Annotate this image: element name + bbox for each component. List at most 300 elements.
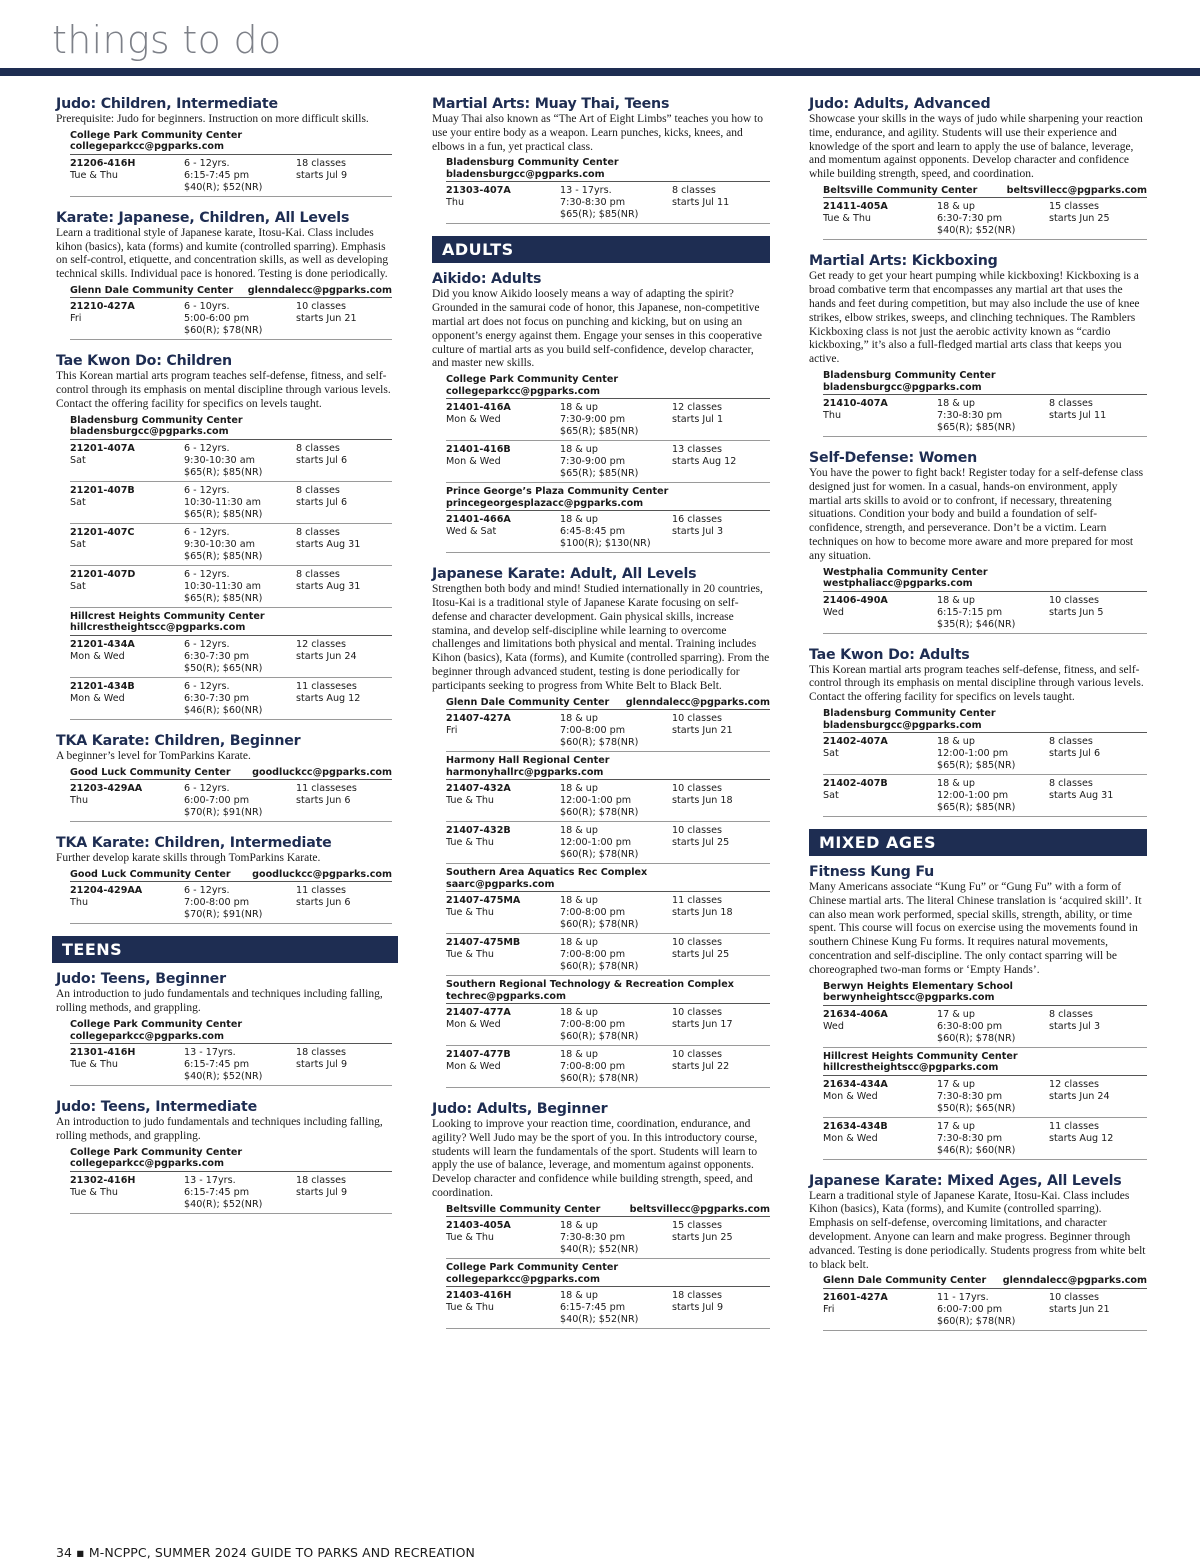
session-fee: $46(R); $60(NR) (937, 1144, 1016, 1156)
session-row (70, 782, 392, 822)
session-schedule-cell (296, 485, 392, 521)
session-id-cell (823, 201, 937, 237)
location-line (70, 767, 392, 779)
location-email[interactable]: collegeparkcc@pgparks.com (446, 385, 600, 397)
session-days: Sat (823, 790, 839, 802)
column-3 (809, 95, 1147, 1343)
course-title: Judo: Adults, Advanced (809, 96, 991, 112)
session-schedule-cell (1049, 1079, 1147, 1115)
location-email[interactable]: collegeparkcc@pgparks.com (446, 1273, 600, 1285)
session-classes: 16 classes (672, 514, 722, 526)
session-fee: $65(R); $85(NR) (560, 468, 639, 480)
session-time: 7:30-8:30 pm (560, 1232, 626, 1244)
session-classes: 10 classes (672, 937, 722, 949)
location-header (823, 185, 1147, 199)
location-header (446, 1204, 770, 1218)
session-fee: $40(R); $52(NR) (560, 1244, 639, 1256)
course-listing (809, 863, 1147, 1160)
session-classes: 8 classes (1049, 736, 1093, 748)
session-start: starts Jul 1 (672, 414, 724, 426)
session-details-cell (560, 1220, 672, 1256)
session-fee: $65(R); $85(NR) (937, 422, 1016, 434)
session-row (823, 777, 1147, 817)
location-header (70, 611, 392, 636)
course-title: Tae Kwon Do: Children (56, 353, 232, 370)
session-ages: 11 - 17yrs. (937, 1291, 989, 1303)
session-days: Wed (823, 606, 844, 618)
course-code: 21301-416H (70, 1047, 136, 1059)
course-title: Fitness Kung Fu (809, 864, 935, 881)
session-details-cell (560, 1290, 672, 1326)
session-details-cell (184, 485, 296, 521)
session-details-cell (937, 1079, 1049, 1115)
session-row (70, 1174, 392, 1214)
session-ages: 18 & up (560, 713, 598, 725)
session-days: Mon & Wed (446, 1019, 501, 1031)
session-days: Tue & Thu (70, 1186, 118, 1198)
course-code: 21201-407B (70, 484, 135, 496)
session-row (823, 1291, 1147, 1331)
location-name: College Park Community Center (446, 374, 619, 386)
course-title: Judo: Teens, Intermediate (56, 1099, 257, 1116)
session-time: 7:00-8:00 pm (560, 725, 626, 737)
session-start: starts Aug 31 (296, 580, 361, 592)
course-code: 21402-407A (823, 736, 888, 748)
course-code: 21204-429AA (70, 885, 143, 897)
session-time: 7:00-8:00 pm (560, 1061, 626, 1073)
course-code: 21407-477A (446, 1007, 511, 1019)
location-name: Good Luck Community Center (70, 766, 231, 778)
session-schedule-cell (672, 444, 770, 480)
course-listing (56, 352, 392, 719)
session-days: Sat (823, 748, 839, 760)
course-title: Judo: Children, Intermediate (56, 96, 278, 112)
session-time: 6:30-8:00 pm (937, 1020, 1003, 1032)
course-code: 21407-477B (446, 1049, 511, 1061)
location-email[interactable]: bladensburgcc@pgparks.com (823, 381, 982, 393)
course-title: Martial Arts: Kickboxing (809, 253, 998, 270)
location-name: Hillcrest Heights Community Center (70, 610, 265, 622)
session-start: starts Jul 3 (672, 526, 724, 538)
session-fee: $60(R); $78(NR) (560, 849, 639, 861)
course-listing (56, 209, 392, 341)
session-classes: 10 classes (1049, 594, 1099, 606)
location-header (446, 157, 770, 182)
session-fee: $65(R); $85(NR) (184, 508, 263, 520)
location-email[interactable]: goodluckcc@pgparks.com (252, 766, 392, 778)
session-ages: 18 & up (560, 937, 598, 949)
session-id-cell (446, 1049, 560, 1085)
session-fee: $65(R); $85(NR) (937, 760, 1016, 772)
session-time: 7:00-8:00 pm (560, 1019, 626, 1031)
course-description: Get ready to get your heart pumping while kickboxing! Kickboxing is a broad combative term that encompasses any martial art that uses the hands and feet during competition, but may also include the use of knee strikes, elbow strikes, sweeps, and clinching techniques. The Ramblers Kickboxing class is not just the aerobic activity known as “cardio kickboxing,” it’s also a full-fledged martial arts class that keeps you active. (809, 270, 1140, 366)
session-start: starts Aug 12 (296, 692, 361, 704)
course-description: Many Americans associate “Kung Fu” or “Gung Fu” with a form of Chinese martial arts. The literal Chinese translation is ‘acquired skill’. It can also mean work performed, special skills, strength, ability, or time spent. This course will focus on exercise using the movements found in southern Chinese Kung Fu forms. It requires natural movements, concentration and self-discipline. The only contact sparring will be choreographed two-man forms or ‘Empty Hands’. (809, 881, 1142, 976)
session-details-cell (184, 527, 296, 563)
session-row (446, 1219, 770, 1259)
session-schedule-cell (296, 527, 392, 563)
page-footer: 34 ▪ M-NCPPC, SUMMER 2024 GUIDE TO PARKS AND RECREATION (56, 1545, 475, 1560)
session-ages: 13 - 17yrs. (184, 1174, 236, 1186)
location-line (823, 185, 1147, 197)
session-classes: 11 classes (672, 895, 722, 907)
session-start: starts Jun 17 (672, 1019, 733, 1031)
session-details-cell (937, 778, 1049, 814)
location-email[interactable]: glenndalecc@pgparks.com (247, 284, 392, 296)
course-title: TKA Karate: Children, Intermediate (56, 835, 332, 852)
session-ages: 18 & up (937, 398, 975, 410)
location-email[interactable]: saarc@pgparks.com (446, 878, 555, 890)
session-fee: $40(R); $52(NR) (937, 225, 1016, 237)
course-title: Aikido: Adults (432, 271, 542, 288)
page-header (0, 0, 1200, 78)
session-id-cell (823, 595, 937, 631)
session-time: 10:30-11:30 am (184, 496, 262, 508)
course-title: Self-Defense: Women (809, 450, 978, 467)
session-time: 7:30-9:00 pm (560, 414, 626, 426)
course-description: You have the power to fight back! Register today for a self-defense class designed just for women. In a casual, hands-on environment, apply martial arts skills to avoid or to confront, if necessary, threatening situations. Condition your body and build a foundation of self-confidence, strength, and perseverance. Don’t be a victim. Learn techniques on how to become more aware and more prepared for most any situation. (809, 467, 1144, 562)
session-row (446, 1289, 770, 1329)
session-time: 6:30-7:30 pm (184, 650, 250, 662)
session-classes: 11 classeses (296, 680, 357, 692)
session-ages: 18 & up (560, 825, 598, 837)
session-row (446, 184, 770, 224)
session-id-cell (823, 736, 937, 772)
location-email[interactable]: collegeparkcc@pgparks.com (70, 141, 224, 153)
session-details-cell (560, 783, 672, 819)
course-code: 21634-434B (823, 1120, 888, 1132)
course-code: 21203-429AA (70, 783, 143, 795)
session-classes: 8 classes (296, 568, 340, 580)
session-schedule-cell (1049, 736, 1147, 772)
session-classes: 15 classes (1049, 201, 1099, 213)
session-ages: 18 & up (937, 594, 975, 606)
session-time: 9:30-10:30 am (184, 538, 255, 550)
session-start: starts Jul 9 (296, 1059, 348, 1071)
course-title: Martial Arts: Muay Thai, Teens (432, 96, 670, 112)
location-name: Good Luck Community Center (70, 868, 231, 880)
session-details-cell (184, 639, 296, 675)
location-header (823, 370, 1147, 395)
location-block (70, 130, 392, 197)
session-fee: $40(R); $52(NR) (184, 181, 263, 193)
location-email[interactable]: beltsvillecc@pgparks.com (1006, 184, 1147, 196)
location-email[interactable]: collegeparkcc@pgparks.com (70, 1158, 224, 1170)
session-id-cell (446, 937, 560, 973)
session-start: starts Jun 18 (672, 907, 733, 919)
course-listing (56, 1098, 392, 1214)
location-header (446, 697, 770, 711)
location-email[interactable]: beltsvillecc@pgparks.com (629, 1203, 770, 1215)
location-email[interactable]: glenndalecc@pgparks.com (1002, 1275, 1147, 1287)
location-block (823, 185, 1147, 241)
course-description: Further develop karate skills through TomParkins Karate. (56, 852, 321, 865)
column-2 (432, 95, 770, 1341)
location-header (446, 867, 770, 892)
location-email[interactable]: hillcrestheightscc@pgparks.com (823, 1062, 999, 1074)
session-days: Fri (70, 313, 82, 325)
session-schedule-cell (672, 825, 770, 861)
session-fee: $65(R); $85(NR) (560, 426, 639, 438)
session-ages: 13 - 17yrs. (560, 185, 612, 197)
location-block (823, 370, 1147, 437)
session-time: 7:30-8:30 pm (937, 410, 1003, 422)
session-time: 9:30-10:30 am (184, 454, 255, 466)
course-code: 21303-407A (446, 185, 511, 197)
session-id-cell (70, 485, 184, 521)
session-id-cell (70, 301, 184, 337)
course-title: Judo: Teens, Beginner (56, 971, 226, 988)
session-row (70, 526, 392, 566)
session-days: Tue & Thu (446, 949, 494, 961)
session-details-cell (937, 1292, 1049, 1328)
course-code: 21401-416A (446, 402, 511, 414)
course-description: Did you know Aikido loosely means a way of adapting the spirit? Grounded in the samurai code of honor, this Japanese, non-competitive martial art does not focus on punching and kicking, but on using an opponent’s energy against them. Engage your senses in this cooperative culture of martial arts as you build self-confidence, develop character, and master new skills. (432, 288, 763, 370)
session-id-cell (823, 398, 937, 434)
session-ages: 6 - 10yrs. (184, 301, 230, 313)
session-row (446, 782, 770, 822)
location-header (70, 1019, 392, 1044)
session-time: 6:15-7:45 pm (184, 1186, 250, 1198)
session-time: 12:00-1:00 pm (560, 795, 632, 807)
location-email[interactable]: westphaliacc@pgparks.com (823, 578, 973, 590)
location-email[interactable]: berwynheightscc@pgparks.com (823, 992, 995, 1004)
session-classes: 8 classes (296, 484, 340, 496)
location-header (823, 1275, 1147, 1289)
session-row (446, 513, 770, 553)
location-name: College Park Community Center (446, 1262, 619, 1274)
location-block (446, 979, 770, 1088)
location-header (446, 755, 770, 780)
session-classes: 18 classes (296, 1047, 346, 1059)
session-row (70, 157, 392, 197)
session-fee: $60(R); $78(NR) (560, 1031, 639, 1043)
session-details-cell (937, 398, 1049, 434)
session-start: starts Jun 25 (1049, 213, 1110, 225)
session-schedule-cell (672, 185, 770, 221)
header-rule (0, 68, 1200, 76)
session-ages: 6 - 12yrs. (184, 526, 230, 538)
session-ages: 6 - 12yrs. (184, 568, 230, 580)
session-ages: 18 & up (560, 895, 598, 907)
session-id-cell (823, 1292, 937, 1328)
session-id-cell (446, 1220, 560, 1256)
session-classes: 8 classes (1049, 778, 1093, 790)
session-start: starts Jun 6 (296, 897, 351, 909)
session-time: 6:15-7:45 pm (184, 1059, 250, 1071)
location-header (70, 1147, 392, 1172)
location-block (70, 1147, 392, 1214)
course-code: 21401-466A (446, 514, 511, 526)
location-name: College Park Community Center (70, 129, 243, 141)
location-name: College Park Community Center (70, 1019, 243, 1031)
course-code: 21210-427A (70, 301, 135, 313)
location-email[interactable]: collegeparkcc@pgparks.com (70, 1030, 224, 1042)
session-row (70, 484, 392, 524)
session-classes: 15 classes (672, 1220, 722, 1232)
course-listing (56, 732, 392, 822)
section-band-adults: ADULTS (432, 236, 770, 263)
location-block (823, 1051, 1147, 1160)
session-ages: 6 - 12yrs. (184, 638, 230, 650)
session-time: 6:00-7:00 pm (184, 795, 250, 807)
course-description: Learn a traditional style of Japanese Karate, Itosu-Kai. Class includes Kihon (basics), Kata (forms), and Kumite (controlled sparring). Emphasis on self-defense, overcoming limitations, and character development. Anyone can learn and make progress. Beginner through advanced. Testing is done periodically. Students progress from white belt to black belt. (809, 1189, 1146, 1271)
course-listing (56, 834, 392, 924)
course-description: This Korean martial arts program teaches self-defense, fitness, and self-control through its emphasis on mental discipline through various levels. Contact the offering facility for specifics on levels taught. (56, 370, 391, 411)
session-days: Sat (70, 496, 86, 508)
session-schedule-cell (672, 402, 770, 438)
session-fee: $40(R); $52(NR) (184, 1198, 263, 1210)
session-start: starts Jun 6 (296, 795, 351, 807)
course-code: 21407-427A (446, 713, 511, 725)
session-details-cell (560, 1007, 672, 1043)
session-details-cell (937, 1121, 1049, 1157)
session-ages: 6 - 12yrs. (184, 680, 230, 692)
course-listing (56, 95, 392, 197)
course-code: 21201-407C (70, 526, 135, 538)
course-listing (432, 270, 770, 553)
session-time: 6:00-7:00 pm (937, 1303, 1003, 1315)
course-title: Karate: Japanese, Children, All Levels (56, 209, 350, 226)
session-start: starts Aug 31 (1049, 790, 1114, 802)
session-days: Wed & Sat (446, 526, 497, 538)
session-start: starts Jul 6 (296, 496, 348, 508)
session-schedule-cell (296, 301, 392, 337)
location-block (446, 157, 770, 224)
session-details-cell (184, 301, 296, 337)
session-schedule-cell (1049, 201, 1147, 237)
course-listing (432, 565, 770, 1088)
location-email[interactable]: princegeorgesplazacc@pgparks.com (446, 497, 644, 509)
course-title: Judo: Adults, Beginner (432, 1101, 608, 1118)
location-line (446, 1204, 770, 1216)
course-description: This Korean martial arts program teaches self-defense, fitness, and self-control through its emphasis on mental discipline through various levels. Contact the offering facility for specifics on levels taught. (809, 663, 1144, 704)
session-schedule-cell (1049, 1121, 1147, 1157)
location-email[interactable]: bladensburgcc@pgparks.com (70, 426, 229, 438)
session-classes: 12 classes (296, 638, 346, 650)
location-email[interactable]: hillcrestheightscc@pgparks.com (70, 622, 246, 634)
course-code: 21601-427A (823, 1291, 888, 1303)
session-ages: 6 - 12yrs. (184, 484, 230, 496)
location-email[interactable]: goodluckcc@pgparks.com (252, 868, 392, 880)
location-name: Glenn Dale Community Center (70, 284, 234, 296)
location-header (823, 1051, 1147, 1076)
course-listing (809, 449, 1147, 634)
location-email[interactable]: bladensburgcc@pgparks.com (446, 168, 605, 180)
location-header (823, 708, 1147, 733)
session-row (70, 300, 392, 340)
session-days: Mon & Wed (70, 692, 125, 704)
session-days: Mon & Wed (70, 650, 125, 662)
session-fee: $60(R); $78(NR) (560, 807, 639, 819)
session-start: starts Jun 25 (672, 1232, 733, 1244)
session-days: Tue & Thu (446, 907, 494, 919)
location-block (446, 486, 770, 553)
course-code: 21403-405A (446, 1220, 511, 1232)
session-days: Wed (823, 1020, 844, 1032)
session-fee: $70(R); $91(NR) (184, 909, 263, 921)
session-id-cell (70, 569, 184, 605)
session-start: starts Jun 21 (672, 725, 733, 737)
session-schedule-cell (1049, 1292, 1147, 1328)
session-row (70, 442, 392, 482)
session-fee: $60(R); $78(NR) (560, 1073, 639, 1085)
location-name: Prince George’s Plaza Community Center (446, 486, 669, 498)
session-id-cell (446, 402, 560, 438)
session-time: 10:30-11:30 am (184, 580, 262, 592)
course-code: 21407-475MA (446, 895, 521, 907)
location-block (446, 867, 770, 976)
session-details-cell (560, 825, 672, 861)
session-start: starts Jun 24 (1049, 1090, 1110, 1102)
location-block (446, 1204, 770, 1260)
location-email[interactable]: glenndalecc@pgparks.com (625, 696, 770, 708)
location-name: College Park Community Center (70, 1146, 243, 1158)
session-schedule-cell (296, 681, 392, 717)
location-email[interactable]: techrec@pgparks.com (446, 990, 566, 1002)
location-header (70, 415, 392, 440)
session-ages: 18 & up (560, 1290, 598, 1302)
session-schedule-cell (1049, 1009, 1147, 1045)
session-start: starts Jun 5 (1049, 606, 1104, 618)
course-title: TKA Karate: Children, Beginner (56, 732, 301, 749)
session-start: starts Jul 9 (296, 1186, 348, 1198)
session-ages: 18 & up (560, 1049, 598, 1061)
session-start: starts Jul 25 (672, 949, 730, 961)
session-row (70, 1046, 392, 1086)
course-description: An introduction to judo fundamentals and techniques including falling, rolling methods, and grappling. (56, 988, 383, 1015)
course-code: 21201-407A (70, 442, 135, 454)
session-fee: $60(R); $78(NR) (937, 1315, 1016, 1327)
session-id-cell (823, 1121, 937, 1157)
session-schedule-cell (296, 1047, 392, 1083)
session-classes: 10 classes (672, 1049, 722, 1061)
location-header (70, 285, 392, 299)
course-code: 21201-434B (70, 680, 135, 692)
session-id-cell (70, 885, 184, 921)
location-name: Southern Regional Technology & Recreation Complex (446, 979, 734, 991)
location-email[interactable]: harmonyhallrc@pgparks.com (446, 766, 604, 778)
session-schedule-cell (672, 1007, 770, 1043)
session-days: Tue & Thu (823, 213, 871, 225)
location-name: Glenn Dale Community Center (446, 696, 610, 708)
session-details-cell (184, 783, 296, 819)
session-start: starts Jun 21 (296, 313, 357, 325)
session-row (446, 1048, 770, 1088)
session-schedule-cell (672, 514, 770, 550)
session-classes: 18 classes (296, 157, 346, 169)
location-block (823, 708, 1147, 817)
session-days: Tue & Thu (446, 795, 494, 807)
session-time: 7:00-8:00 pm (560, 949, 626, 961)
course-code: 21407-475MB (446, 937, 521, 949)
session-details-cell (560, 937, 672, 973)
session-schedule-cell (672, 783, 770, 819)
course-code: 21401-416B (446, 444, 511, 456)
course-listing (56, 970, 392, 1086)
session-ages: 18 & up (560, 514, 598, 526)
session-time: 6:15-7:45 pm (560, 1302, 626, 1314)
session-days: Mon & Wed (446, 456, 501, 468)
location-email[interactable]: bladensburgcc@pgparks.com (823, 719, 982, 731)
session-fee: $60(R); $78(NR) (937, 1032, 1016, 1044)
session-time: 7:30-8:30 pm (560, 197, 626, 209)
session-days: Thu (446, 197, 465, 209)
session-fee: $65(R); $85(NR) (937, 802, 1016, 814)
session-id-cell (446, 895, 560, 931)
session-ages: 18 & up (560, 402, 598, 414)
session-schedule-cell (1049, 778, 1147, 814)
